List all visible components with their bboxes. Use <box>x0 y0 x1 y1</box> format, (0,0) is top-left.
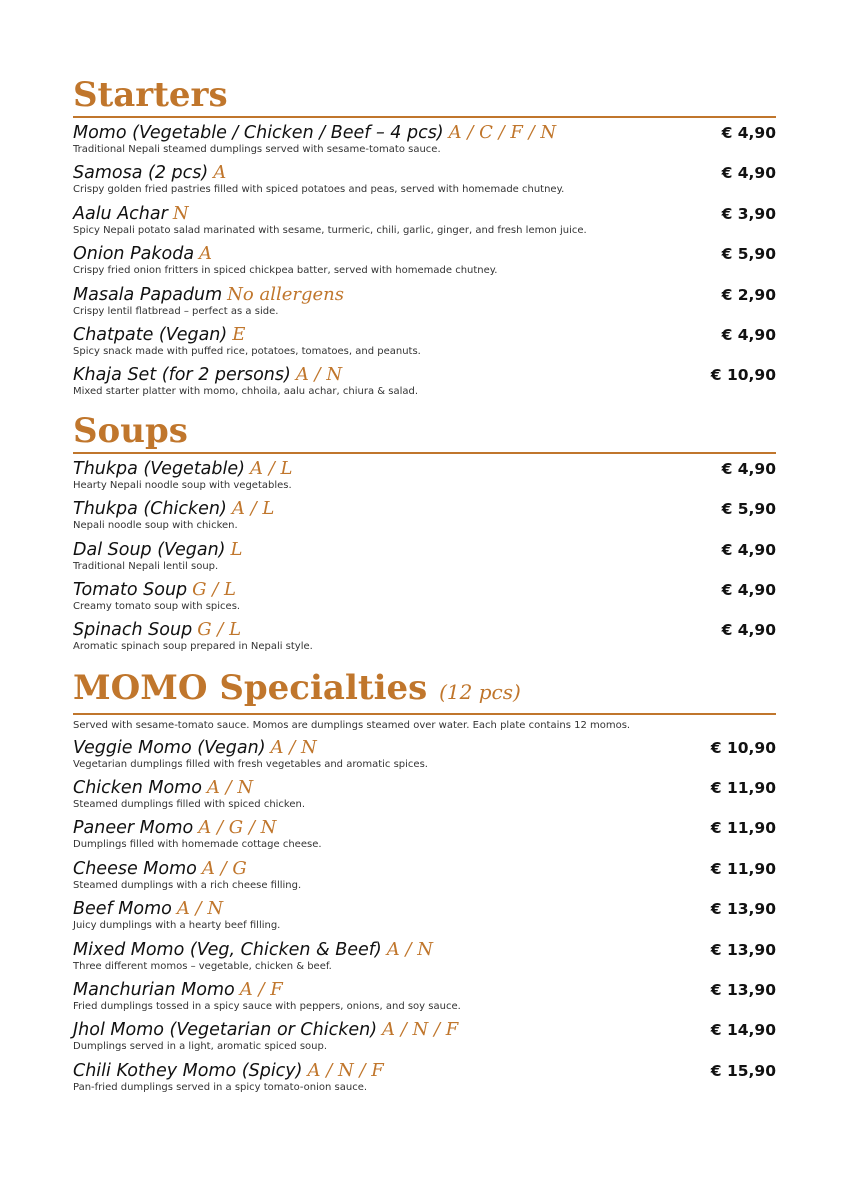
menu-item-allergens: A / N <box>176 898 224 920</box>
section-momo <box>73 667 776 1097</box>
menu-item <box>73 494 776 534</box>
menu-item-price: € 11,90 <box>710 859 776 878</box>
menu-item-title <box>73 579 236 601</box>
menu-item <box>73 975 776 1015</box>
menu-item-description: Steamed dumplings filled with spiced chicken. <box>73 799 306 811</box>
menu-item-name: Chicken Momo <box>73 778 202 799</box>
menu-item-allergens: A / F <box>239 979 283 1001</box>
menu-item-price: € 13,90 <box>710 981 776 1000</box>
menu-item-description: Dumplings served in a light, aromatic spiced soup. <box>73 1041 328 1053</box>
menu-item-price: € 13,90 <box>710 940 776 959</box>
menu-item <box>73 454 776 494</box>
menu-item-description: Traditional Nepali steamed dumplings served with sesame-tomato sauce. <box>73 144 441 155</box>
menu-item-title <box>73 858 247 880</box>
menu-item-price: € 4,90 <box>721 325 776 344</box>
menu-item-allergens: N <box>172 202 189 224</box>
menu-item-name: Samosa (2 pcs) <box>73 163 209 184</box>
menu-item-name: Chili Kothey Momo (Spicy) <box>73 1060 303 1081</box>
menu-item-name: Mixed Momo (Veg, Chicken & Beef) <box>73 939 382 960</box>
menu-item-title <box>73 979 283 1001</box>
menu-item <box>73 733 776 773</box>
menu-item <box>73 813 776 853</box>
menu-item-name: Momo (Vegetable / Chicken / Beef – 4 pcs) <box>73 123 444 143</box>
menu-item-price: € 2,90 <box>721 285 776 304</box>
menu-item-price: € 4,90 <box>721 540 776 559</box>
menu-item-price: € 10,90 <box>710 366 776 385</box>
menu-item-price: € 10,90 <box>710 738 776 757</box>
menu-item-description: Crispy lentil flatbread – perfect as a side. <box>73 305 279 317</box>
menu-item-price: € 4,90 <box>721 124 776 142</box>
menu-item-name: Dal Soup (Vegan) <box>73 539 226 560</box>
menu-item-title <box>73 539 242 561</box>
menu-item <box>73 199 776 239</box>
section-soups <box>73 410 776 656</box>
menu-item-allergens: A / N / F <box>382 1019 459 1041</box>
menu-item-allergens: A / L <box>231 498 275 520</box>
menu-item-title <box>73 1019 458 1041</box>
menu-item-name: Beef Momo <box>73 899 172 920</box>
menu-item-name: Tomato Soup <box>73 579 188 600</box>
menu-item-description: Pan-fried dumplings served in a spicy tomato-onion sauce. <box>73 1081 368 1093</box>
menu-item-description: Traditional Nepali lentil soup. <box>73 560 219 572</box>
menu-item-title <box>73 364 342 386</box>
menu-item-name: Manchurian Momo <box>73 980 235 1001</box>
menu-item-price: € 15,90 <box>710 1061 776 1080</box>
menu-item-name: Paneer Momo <box>73 818 194 839</box>
section-title-starters <box>73 74 776 118</box>
menu-item-price: € 4,90 <box>721 459 776 478</box>
section-title-text: MOMO Specialties <box>73 667 428 708</box>
menu-item-description: Mixed starter platter with momo, chhoila, aalu achar, chiura & salad. <box>73 386 418 398</box>
menu-item-title <box>73 737 317 759</box>
menu-item-description: Spicy Nepali potato salad marinated with sesame, turmeric, chili, garlic, ginger, and fresh lemon juice. <box>73 224 587 236</box>
menu-item-title <box>73 243 212 265</box>
menu-item-title <box>73 458 292 480</box>
menu-item-name: Masala Papadum <box>73 284 223 305</box>
menu-item <box>73 360 776 400</box>
menu-item-allergens: G / L <box>192 578 236 600</box>
menu-item-description: Crispy golden fried pastries filled with spiced potatoes and peas, served with homemade chutney. <box>73 184 565 196</box>
menu-item <box>73 158 776 198</box>
menu-item-description: Crispy fried onion fritters in spiced chickpea batter, served with homemade chutney. <box>73 265 498 277</box>
menu-item-description: Vegetarian dumplings filled with fresh vegetables and aromatic spices. <box>73 758 428 770</box>
momo-list <box>73 733 776 1097</box>
menu-item <box>73 118 776 158</box>
menu-item-name: Jhol Momo (Vegetarian or Chicken) <box>73 1020 378 1041</box>
menu-item <box>73 535 776 575</box>
menu-item-name: Spinach Soup <box>73 620 193 641</box>
menu-item-allergens: A / G / N <box>198 817 277 839</box>
menu-item-description: Spicy snack made with puffed rice, potatoes, tomatoes, and peanuts. <box>73 345 421 357</box>
menu-item-description: Hearty Nepali noodle soup with vegetables. <box>73 479 292 491</box>
section-title-note: (12 pcs) <box>439 679 521 704</box>
starters-list <box>73 118 776 401</box>
section-intro: Served with sesame-tomato sauce. Momos are dumplings steamed over water. Each plate contains 12 momos. <box>73 719 631 731</box>
section-title-text: Soups <box>73 410 188 451</box>
menu-item-description: Aromatic spinach soup prepared in Nepali style. <box>73 641 313 653</box>
section-title-soups <box>73 410 776 454</box>
menu-item-price: € 5,90 <box>721 245 776 264</box>
menu-item-title <box>73 324 245 346</box>
menu-item-title <box>73 1060 384 1082</box>
menu-item-allergens: A / N <box>206 777 254 799</box>
menu-item-allergens: A / L <box>249 457 293 479</box>
menu-item-title <box>73 777 253 799</box>
menu-item-allergens: A / G <box>201 857 247 879</box>
menu-item-name: Chatpate (Vegan) <box>73 324 228 345</box>
menu-item-title <box>73 939 433 961</box>
menu-item <box>73 575 776 615</box>
menu-item-price: € 11,90 <box>710 819 776 838</box>
menu-item-allergens: A / C / F / N <box>448 122 557 143</box>
menu-item-title <box>73 817 276 839</box>
menu-item-description: Fried dumplings tossed in a spicy sauce with peppers, onions, and soy sauce. <box>73 1001 461 1013</box>
menu-item <box>73 280 776 320</box>
menu-item-name: Onion Pakoda <box>73 244 195 265</box>
menu-item <box>73 935 776 975</box>
menu-item-allergens: A <box>213 162 227 184</box>
menu-item-price: € 13,90 <box>710 900 776 919</box>
menu-item-description: Dumplings filled with homemade cottage cheese. <box>73 839 322 851</box>
menu-item-name: Veggie Momo (Vegan) <box>73 737 266 758</box>
menu-item-title <box>73 498 274 520</box>
menu-item-name: Cheese Momo <box>73 858 197 879</box>
menu-item <box>73 615 776 655</box>
menu-item-price: € 4,90 <box>721 580 776 599</box>
menu-item <box>73 854 776 894</box>
menu-item <box>73 239 776 279</box>
menu-item-allergens: A / N <box>386 938 434 960</box>
menu-item <box>73 894 776 934</box>
menu-item-price: € 5,90 <box>721 500 776 519</box>
menu-item <box>73 320 776 360</box>
menu-item-description: Nepali noodle soup with chicken. <box>73 520 238 532</box>
menu-item-allergens: G / L <box>197 619 242 641</box>
menu-item-title <box>73 284 344 306</box>
menu-item-title <box>73 203 189 225</box>
menu-item-description: Three different momos – vegetable, chicken & beef. <box>73 960 332 972</box>
menu-item-price: € 11,90 <box>710 779 776 798</box>
menu-item-name: Aalu Achar <box>73 203 168 224</box>
soups-list <box>73 454 776 656</box>
menu-item-allergens: No allergens <box>227 283 344 305</box>
menu-item-name: Khaja Set (for 2 persons) <box>73 365 291 386</box>
menu-item-description: Juicy dumplings with a hearty beef filling. <box>73 920 281 932</box>
section-title-momo <box>73 667 776 715</box>
menu-item-allergens: A <box>199 243 213 265</box>
section-starters <box>73 74 776 401</box>
menu-item-allergens: A / N <box>270 736 317 758</box>
menu-item <box>73 773 776 813</box>
menu-item-name: Thukpa (Chicken) <box>73 499 227 520</box>
menu-item-description: Steamed dumplings with a rich cheese filling. <box>73 879 302 891</box>
menu-item-title <box>73 122 556 144</box>
menu-item-title <box>73 619 241 641</box>
menu-item-allergens: E <box>232 323 246 345</box>
menu-item-name: Thukpa (Vegetable) <box>73 458 245 479</box>
menu-item-price: € 4,90 <box>721 164 776 183</box>
menu-item-allergens: A / N <box>295 364 343 386</box>
menu-item <box>73 1056 776 1096</box>
section-title-text: Starters <box>73 75 228 115</box>
menu-item-allergens: L <box>230 538 243 560</box>
menu-item-title <box>73 162 226 184</box>
menu-item-price: € 4,90 <box>721 621 776 640</box>
menu-item-allergens: A / N / F <box>307 1059 384 1081</box>
menu-item-title <box>73 898 223 920</box>
menu-page <box>73 74 776 1096</box>
menu-item <box>73 1015 776 1055</box>
menu-item-price: € 3,90 <box>721 204 776 223</box>
menu-item-description: Creamy tomato soup with spices. <box>73 600 241 612</box>
menu-item-price: € 14,90 <box>710 1021 776 1040</box>
